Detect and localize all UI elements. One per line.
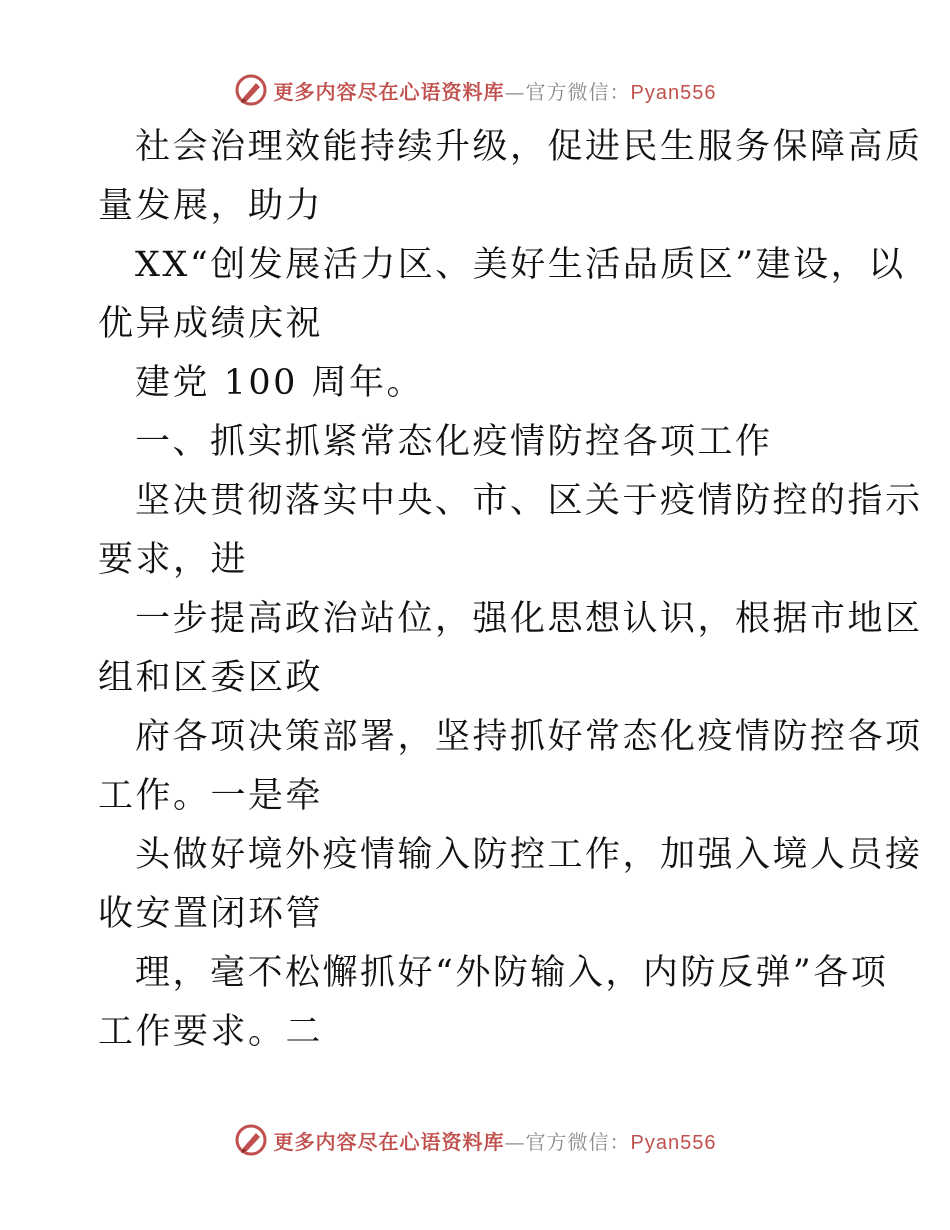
footer-watermark [0,1120,950,1160]
header-separator: — [504,79,526,104]
footer-separator: — [504,1129,526,1154]
header-contact-id: Pyan556 [630,81,717,104]
body-line: 量发展，助力 [98,186,324,226]
body-line: 收安置闭环管 [98,894,324,934]
body-line: XX“创发展活力区、美好生活品质区”建设，以 [135,245,906,285]
body-line: 建党 100 周年。 [135,363,425,403]
body-line: 要求，进 [98,540,249,580]
body-line: 社会治理效能持续升级，促进民生服务保障高质 [135,127,923,167]
footer-contact-label: 官方微信： [525,1129,631,1154]
body-line: 坚决贯彻落实中央、市、区关于疫情防控的指示 [135,481,923,521]
body-line: 组和区委区政 [98,658,324,698]
footer-brand: 更多内容尽在心语资料库 [273,1129,505,1154]
document-body [98,118,923,1062]
section-heading: 一、抓实抓紧常态化疫情防控各项工作 [135,422,773,462]
body-line: 工作要求。二 [98,1012,324,1052]
header-watermark [0,70,950,110]
footer-contact-id: Pyan556 [630,1131,717,1154]
body-line: 府各项决策部署，坚持抓好常态化疫情防控各项 [135,717,923,757]
body-line: 头做好境外疫情输入防控工作，加强入境人员接 [135,835,923,875]
header-brand: 更多内容尽在心语资料库 [273,79,505,104]
body-line: 工作。一是牵 [98,776,324,816]
pen-logo-icon [234,1123,268,1157]
footer-watermark-text [274,1126,717,1155]
body-line: 理，毫不松懈抓好“外防输入，内防反弹”各项 [135,953,889,993]
header-contact-label: 官方微信： [525,79,631,104]
header-watermark-text [274,76,717,105]
body-line: 优异成绩庆祝 [98,304,324,344]
pen-logo-icon [234,73,268,107]
body-line: 一步提高政治站位，强化思想认识，根据市地区 [135,599,923,639]
